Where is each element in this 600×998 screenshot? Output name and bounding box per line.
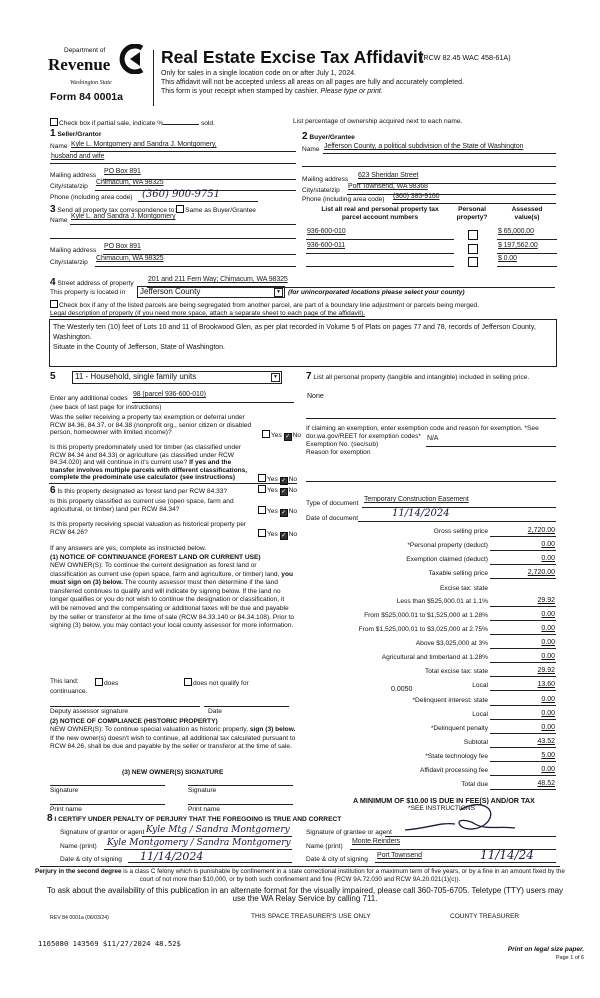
personal-property-checkbox[interactable] (468, 230, 478, 240)
seller-city-label: City/state/zip (50, 183, 88, 190)
segregated-checkbox[interactable] (50, 300, 58, 308)
revision-label: REV 84 0001a (06/03/24) (50, 915, 109, 921)
county-select[interactable]: Jefferson County ▼ (137, 286, 285, 298)
grantee-signature (400, 800, 520, 836)
buyer-name-field-2[interactable] (302, 156, 556, 167)
tax-row-label: Gross selling price (433, 528, 488, 535)
local-rate: 0.0050 (391, 686, 413, 693)
q-forest-answer: Yes ✓ No (258, 485, 297, 496)
tax-row-value: 5.00 (541, 752, 555, 759)
treasurer-stamp: 1165080 143569 $11/27/2024 48.52$ (38, 939, 181, 948)
yes-checkbox[interactable] (262, 430, 270, 438)
exemption-note: If claiming an exemption, enter exemption code and reason for exemption. *See dor.wa.gov/REET for exemption codes* (306, 425, 539, 440)
dept-label: Department of (64, 47, 106, 54)
seller-heading: 1 Seller/Grantor (50, 128, 102, 139)
continuance-label: continuance. (50, 688, 88, 695)
header-line-3: This form is your receipt when stamped by cashier. Please type or print. (161, 88, 383, 95)
personal-property-checkbox[interactable] (468, 244, 478, 254)
owner-print-line-2[interactable] (188, 804, 293, 805)
treasurer-use-label: THIS SPACE TREASURER'S USE ONLY (251, 913, 371, 920)
tax-row-value: 0.00 (541, 766, 555, 773)
section5-number: 5 (50, 371, 56, 382)
perjury-note: Perjury in the second degree is a class C felony which is punishable by confinement in a state correctional institution for a maximum term of five years, or by a fine in an amount fixed by the court of not more than $10,000, or by both such confinement and fine (RCW 9A.72.030 and RCW 9A.20.021(1)(c)). (35, 868, 565, 883)
tax-row-label: Affidavit processing fee (419, 767, 488, 774)
tax-row-value: 0.00 (541, 611, 555, 618)
buyer-mail-value: 623 Sheridan Street (358, 172, 419, 179)
dor-logo-icon (118, 44, 146, 74)
q-exemption: Was the seller receiving a property tax exemption or deferral under RCW 84.36, 84.37, or 84.38 (nonprofit org., senior citizen or disabled person, homeowner with limited income)? (50, 414, 252, 436)
personal-property-value[interactable]: None (307, 393, 324, 400)
q-timber: Is this property predominately used for timber (as classified under RCW 84.34 and 84.33) or agriculture (as classified under RCW 84.34.020) and will continue in it's current use? If yes and the transfer involves multiple parcels with different classifications, complete the predominate use calculator (see instructions) (50, 444, 248, 481)
seller-mail-label: Mailing address (50, 172, 97, 179)
grantee-sig-label: Signature of grantee or agent (306, 829, 392, 836)
q-exemption-answer: Yes ✓ No (262, 430, 301, 441)
street-label: 4 Street address of property (50, 277, 134, 288)
seller-name-label: Name (50, 143, 68, 150)
buyer-name-value: Jefferson County, a political subdivision of the State of Washington (324, 143, 524, 150)
owner-signature-line-1[interactable] (50, 785, 165, 786)
tax-row-value: 2,720.00 (527, 527, 555, 534)
corr-name-field-2[interactable] (50, 228, 296, 239)
revenue-logo-text: Revenue (48, 55, 111, 74)
no-checkbox[interactable]: ✓ (281, 478, 287, 484)
doc-date-field[interactable] (358, 508, 556, 522)
doc-date-label: Date of document (306, 515, 359, 522)
doc-type-value: Temporary Construction Easement (364, 496, 469, 503)
yes-checkbox[interactable] (258, 474, 266, 482)
seller-name-value-2: husband and wife (51, 153, 105, 160)
grantee-city-value: Port Townsend (377, 852, 422, 859)
seller-phone-value: (360) 900-9751 (142, 189, 220, 200)
notice2-title: (2) NOTICE OF COMPLIANCE (HISTORIC PROPERTY) (50, 718, 218, 725)
parcel-number-field[interactable] (306, 256, 454, 267)
deputy-date-line[interactable] (204, 706, 289, 707)
ownership-note: List percentage of ownership acquired next to each name. (293, 118, 463, 125)
corr-name-label: Name (50, 217, 68, 224)
certify-heading: 8 I CERTIFY UNDER PENALTY OF PERJURY THAT THE FOREGOING IS TRUE AND CORRECT (47, 813, 342, 824)
section-divider (49, 366, 557, 367)
form-title: Real Estate Excise Tax Affidavit (161, 47, 424, 67)
tax-row-value: 0.00 (541, 625, 555, 632)
page-number: Page 1 of 6 (555, 955, 584, 961)
buyer-heading: 2 Buyer/Grantee (302, 131, 355, 142)
personal-header: Personal property? (456, 206, 488, 221)
exemption-no-value: N/A (427, 435, 439, 442)
tax-row-label: Less than $525,000.01 at 1.1% (396, 598, 488, 605)
buyer-phone-value: (360) 385-9160 (393, 193, 440, 200)
grantor-date-label: Date & city of signing (60, 856, 122, 863)
does-not-option: does not qualify for (184, 678, 249, 688)
deputy-signature-line[interactable] (50, 706, 200, 707)
yes-checkbox[interactable] (258, 485, 266, 493)
owner-signature-line-2[interactable] (188, 785, 293, 786)
tax-row-value: 48.52 (537, 780, 555, 787)
grantee-date-label: Date & city of signing (306, 856, 368, 863)
does-option: does (95, 678, 118, 688)
seller-phone-label: Phone (including area code) (50, 194, 133, 201)
tax-row-label: Local (472, 711, 488, 718)
footer-divider (40, 866, 560, 867)
print-name-label: Print name (50, 806, 82, 813)
assessed-value: $ 0.00 (498, 255, 517, 262)
tax-row-label: Excise tax: state (439, 585, 488, 592)
signature-label: Signature (188, 787, 217, 794)
buyer-phone-label: Phone (including area code) (302, 196, 385, 203)
parcel-number-value: 936-600-010 (307, 228, 346, 235)
q-forest: 6 Is this property designated as forest land per RCW 84.33? (50, 485, 228, 496)
reason-label: Reason for exemption (306, 449, 371, 456)
header-divider (153, 50, 154, 106)
partial-sale-row: Check box if partial sale, indicate % sold. (50, 118, 215, 128)
tax-row-value: 0.00 (541, 555, 555, 562)
tax-row-value: 43.52 (537, 738, 555, 745)
seller-mail-value: PO Box 891 (104, 168, 141, 175)
tax-row-label: Above $3,025,000 at 3% (415, 640, 488, 647)
buyer-name-label: Name (302, 146, 320, 153)
assessed-value: $ 197,562.00 (498, 241, 538, 249)
legal-description-box[interactable]: The Westerly ten (10) feet of Lots 10 and 11 of Brookwood Glen, as per plat recorded in Volume 5 of Plats on pages 77 and 78, records of Jefferson County, Washington. Situate in the County of Jefferson, State of Washington. (49, 319, 557, 367)
owner-print-line-1[interactable] (50, 804, 165, 805)
parcel-number-value: 936-600-011 (307, 241, 346, 249)
grantee-name-label: Name (print) (306, 843, 343, 850)
q-historical-answer: Yes ✓ No (258, 529, 297, 540)
see-instructions-note: *SEE INSTRUCTIONS (408, 805, 476, 812)
buyer-mail-label: Mailing address (302, 176, 349, 183)
doc-type-label: Type of document (306, 500, 359, 507)
header-line-2: This affidavit will not be accepted unless all areas on all pages are fully and accurately completed. (161, 79, 464, 86)
tax-row-label: Agricultural and timberland at 1.28% (381, 654, 488, 661)
tax-row-label: From $525,000.01 to $1,525,000 at 1.28% (364, 612, 488, 619)
tax-row-value: 29.92 (537, 667, 555, 674)
tax-row-value: 0.00 (541, 710, 555, 717)
grantee-date-value: 11/14/24 (480, 848, 534, 862)
corr-mail-label: Mailing address (50, 247, 97, 254)
section-divider (49, 483, 297, 484)
use-code-select[interactable]: 11 - Household, single family units ▼ (72, 371, 282, 384)
county-note: (for unincorporated locations please select your county) (288, 289, 465, 296)
no-checkbox[interactable]: ✓ (285, 434, 291, 440)
buyer-city-value: Port Townsend, WA 98368 (348, 183, 428, 190)
no-checkbox[interactable]: ✓ (281, 533, 287, 539)
corr-name-value: Kyle L. and Sandra J. Montgomery (71, 213, 176, 220)
notice3-title: (3) NEW OWNER(S) SIGNATURE (122, 769, 224, 776)
grantee-name-value: Monte Reinders (352, 838, 401, 845)
tax-row-label: Subtotal (463, 739, 488, 746)
notice1-text: NEW OWNER(S): To continue the current designation as forest land or classification as current use (open space, farm and agriculture, or timber) land, you must sign on (3) below. The county assessor must then determine if the land transferred continues to qualify and will indicate by signing below. If the land no longer qualifies or you do not wish to continue the designation or classification, it will be removed and the compensating or additional taxes will be due and payable by the seller or transferor at the time of sale (RCW 84.33.140 or 84.34.108). Prior to signing (3) below, you may contact your local county assessor for more information. (50, 562, 295, 630)
yes-checkbox[interactable] (258, 506, 266, 514)
street-value: 201 and 211 Fern Way; Chimacum, WA 98325 (148, 276, 288, 283)
personal-property-label: 7 List all personal property (tangible and intangible) included in selling price. (306, 371, 530, 382)
tax-row-label: *Personal property (deduct) (407, 542, 488, 549)
grantor-date-value: 11/14/2024 (140, 850, 204, 863)
print-name-label: Print name (188, 806, 220, 813)
reason-line[interactable] (306, 481, 556, 482)
parcel-header: List all real and personal property tax parcel account numbers (321, 206, 439, 221)
legal-paper-note: Print on legal size paper. (507, 946, 584, 953)
exemption-no-field[interactable] (426, 436, 556, 447)
tax-row-value: 29.92 (537, 597, 555, 604)
if-yes-note: If any answers are yes, complete as instructed below. (50, 545, 207, 552)
header-line-1: Only for sales in a single location code on or after July 1, 2024. (161, 70, 356, 77)
notice2-text: NEW OWNER(S): To continue special valuation as historic property, sign (3) below. If the new owner(s) doesn't wish to continue, all additional tax calculated pursuant to RCW 84.26, shall be due and payable by the seller or transferor at the time of sale. (50, 726, 296, 751)
add-codes-label: Enter any additional codes (50, 395, 128, 402)
form-number: Form 84 0001a (50, 91, 123, 103)
buyer-city-label: City/state/zip (302, 187, 340, 194)
tax-row-value: 0.00 (541, 653, 555, 660)
chevron-down-icon[interactable]: ▼ (274, 288, 283, 297)
see-back-note: (see back of last page for instructions) (50, 404, 162, 411)
doc-date-value: 11/14/2024 (392, 508, 450, 519)
personal-property-checkbox[interactable] (468, 257, 478, 267)
assessed-header: Assessed value(s) (511, 206, 543, 221)
seller-city-value: Chimacum, WA 98325 (96, 179, 164, 186)
grantor-signature: Kyle Mtg / Sandra Montgomery (146, 825, 290, 835)
correspondence-heading: 3 Send all property tax correspondence to: Same as Buyer/Grantee (50, 204, 256, 215)
corr-mail-value: PO Box 891 (104, 243, 141, 250)
no-checkbox[interactable]: ✓ (281, 489, 287, 495)
tax-row-value: 0.00 (541, 639, 555, 646)
tax-row-label: Total due (461, 781, 488, 788)
form-rcw: (RCW 82.45 WAC 458-61A) (421, 53, 511, 62)
tax-row-value: 2,720.00 (527, 569, 555, 576)
corr-city-label: City/state/zip (50, 259, 88, 266)
this-land-label: This land: (50, 678, 79, 685)
personal-property-line (306, 418, 556, 419)
segregated-row: Check box if any of the listed parcels are being segregated from another parcel, are part of a boundary line adjustment or parcels being merged. (50, 300, 479, 310)
tax-row-label: From $1,525,000.01 to $3,025,000 at 2.75% (358, 626, 488, 633)
assessed-value: $ 65,000.00 (498, 228, 534, 235)
grantor-name-value: Kyle Montgomery / Sandra Montgomery (107, 838, 291, 848)
chevron-down-icon[interactable]: ▼ (271, 373, 280, 382)
grantor-name-label: Name (print) (60, 843, 97, 850)
grantor-sig-label: Signature of grantor or agent (60, 829, 145, 836)
washington-state-label: Washington State (70, 80, 112, 86)
exemption-no-label: Exemption No. (sec/sub) (306, 441, 379, 448)
add-codes-value: 98 (parcel 936-600-010) (133, 391, 206, 398)
accessibility-note: To ask about the availability of this publication in an alternate format for the visually impaired, please call 360-705-6705. Teletype (TTY) users may use the WA Relay Service by calling 711. (46, 886, 564, 903)
minimum-due-note: A MINIMUM OF $10.00 IS DUE IN FEE(S) AND/OR TAX (353, 796, 535, 805)
tax-row-value: 0.00 (541, 696, 555, 703)
tax-row-value: 0.00 (541, 724, 555, 731)
legal-label: Legal description of property (if you need more space, attach a separate sheet to each page of the affidavit). (50, 310, 366, 317)
tax-row-label: *Delinquent interest: state (412, 697, 488, 704)
signature-label: Signature (50, 787, 79, 794)
does-checkbox[interactable] (95, 678, 103, 686)
tax-row-value: 0.00 (541, 541, 555, 548)
no-checkbox[interactable]: ✓ (281, 510, 287, 516)
q-historical: Is this property receiving special valuation as historical property per RCW 84.26? (50, 521, 247, 536)
date-label: Date (208, 708, 222, 715)
located-label: This property is located in (50, 289, 126, 296)
corr-city-value: Chimacum, WA 98325 (96, 255, 164, 262)
same-as-buyer-checkbox[interactable] (176, 205, 184, 213)
q-current-use-answer: Yes ✓ No (258, 506, 297, 517)
seller-name-value: Kyle L. Montgomery and Sandra J. Montgomery, (71, 141, 217, 148)
tax-row-label: Exemption claimed (deduct) (406, 556, 488, 563)
partial-sale-checkbox[interactable] (50, 118, 58, 126)
tax-row-label: Taxable selling price (428, 570, 488, 577)
q-current-use: Is this property classified as current use (open space, farm and agricultural, or timber) land per RCW 84.34? (50, 498, 234, 513)
tax-row-label: *State technology fee (425, 753, 488, 760)
yes-checkbox[interactable] (258, 529, 266, 537)
tax-row-label: Local (472, 682, 488, 689)
q-timber-answer: Yes ✓ No (258, 474, 297, 485)
tax-row-value: 13.60 (537, 681, 555, 688)
county-treasurer-label: COUNTY TREASURER (450, 913, 520, 920)
tax-row-label: Total excise tax: state (424, 668, 488, 675)
notice1-title: (1) NOTICE OF CONTINUANCE (FOREST LAND OR CURRENT USE) (50, 554, 261, 561)
tax-row-label: *Delinquent penalty (430, 725, 488, 732)
deputy-label: Deputy assessor signature (50, 708, 129, 715)
does-not-checkbox[interactable] (184, 678, 192, 686)
